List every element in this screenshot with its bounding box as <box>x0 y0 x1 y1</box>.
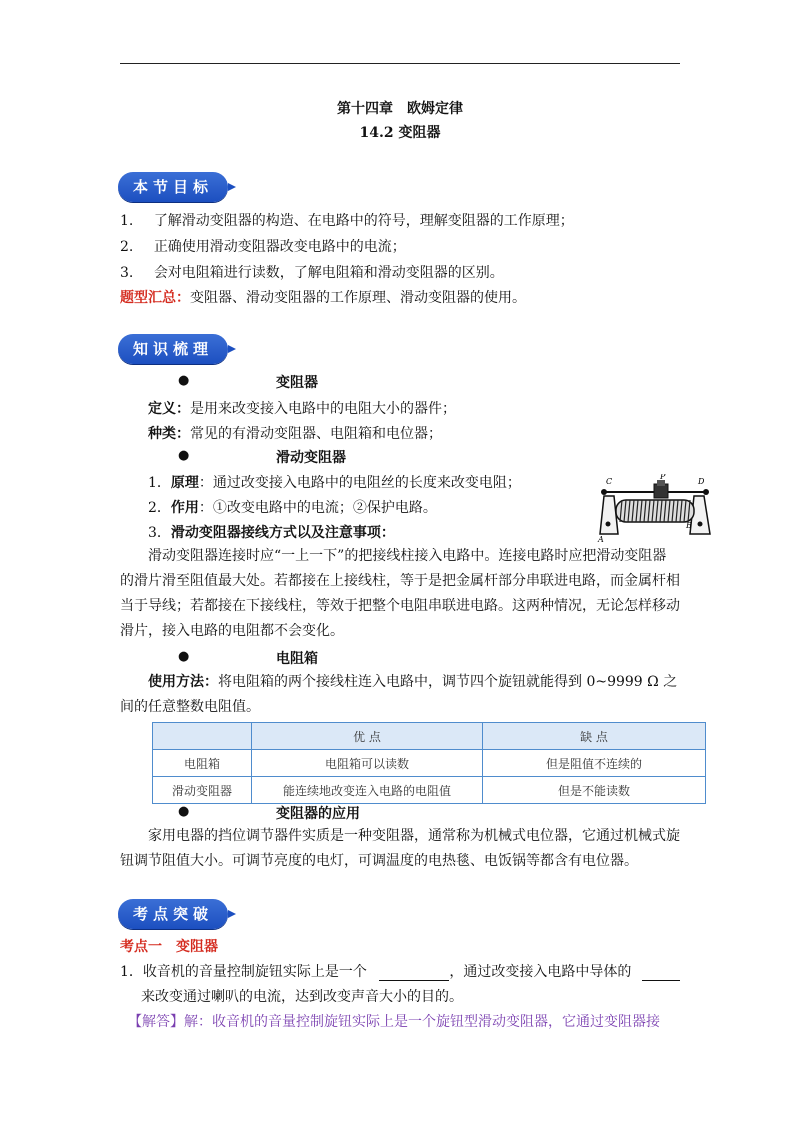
item-number: 1． <box>148 475 171 491</box>
item-number: 2． <box>148 500 171 516</box>
goal-item-3 <box>120 262 710 282</box>
table-row <box>153 777 706 804</box>
function-label: 作用 <box>170 500 199 516</box>
bullet-icon: ● <box>178 649 190 664</box>
bullet-icon: ● <box>178 373 190 388</box>
bullet-icon: ● <box>178 804 190 819</box>
slide-wiring-heading <box>148 522 588 542</box>
question-1 <box>120 961 710 981</box>
definition-text: 是用来改变接入电路中的电阻大小的器件； <box>190 401 456 417</box>
function-text: ：①改变电路中的电流；②保护电路。 <box>198 500 437 516</box>
section-badge-knowledge: 知识梳理 <box>118 334 228 364</box>
bullet-icon: ● <box>178 448 190 463</box>
table-row <box>153 750 706 777</box>
item-number: 3． <box>148 525 171 541</box>
kinds-label: 种类： <box>148 426 190 442</box>
table-cell: 但是不能读数 <box>483 777 706 804</box>
application-paragraph: 家用电器的挡位调节器件实质是一种变阻器，通常称为机械式电位器，它通过机械式旋钮调节阻值大小。可调节亮度的电灯，可调温度的电热毯、电饭锅等都含有电位器。 <box>120 828 680 869</box>
section-title: 14.2 变阻器 <box>359 125 441 141</box>
section-badge-exam: 考点突破 <box>118 899 228 929</box>
summary-label: 题型汇总： <box>120 290 190 306</box>
goal-item-1 <box>120 210 710 230</box>
goal-item-2 <box>120 236 710 256</box>
terminal-label-c: C <box>606 477 613 486</box>
heading-resistance-box: 电阻箱 <box>276 651 318 667</box>
table-cell: 但是阻值不连续的 <box>483 750 706 777</box>
question-number: 1． <box>120 964 143 980</box>
goal-number: 1. <box>120 213 134 229</box>
summary-line <box>120 287 710 307</box>
usage-text: 将电阻箱的两个接线柱连入电路中，调节四个旋钮就能得到 0~9999 Ω 之间的任意整数电阻值。 <box>120 674 678 715</box>
question-text-part1: 收音机的音量控制旋钮实际上是一个 <box>142 964 367 980</box>
question-text-part2: ，通过改变接入电路中导体的 <box>449 964 632 980</box>
terminal-label-d: D <box>698 477 705 486</box>
table-cell: 滑动变阻器 <box>153 777 252 804</box>
principle-label: 原理 <box>170 475 199 491</box>
goal-text: 正确使用滑动变阻器改变电路中的电流； <box>153 239 406 255</box>
goal-text: 会对电阻箱进行读数，了解电阻箱和滑动变阻器的区别。 <box>153 265 504 281</box>
terminal-label-a: A <box>598 535 604 544</box>
chapter-title: 第十四章 欧姆定律 <box>337 101 463 117</box>
varistor-kinds <box>148 423 738 443</box>
table-header-cell <box>153 723 252 750</box>
slide-rheostat-figure <box>594 474 716 544</box>
question-1-continued: 来改变通过喇叭的电流，达到改变声音大小的目的。 <box>141 989 463 1005</box>
answer-tag: 【解答】 <box>128 1014 184 1030</box>
exam-point-label: 考点一 变阻器 <box>120 939 218 955</box>
wiring-label: 滑动变阻器接线方式以及注意事项： <box>170 525 395 541</box>
answer-blank-1[interactable] <box>379 980 449 981</box>
slide-principle <box>148 472 588 492</box>
answer-text: 解：收音机的音量控制旋钮实际上是一个旋钮型滑动变阻器，它通过变阻器接 <box>184 1014 660 1030</box>
slide-function <box>148 497 588 517</box>
section-badge-goals: 本节目标 <box>118 172 228 202</box>
table-header-row <box>153 723 706 750</box>
terminal-label-p: P <box>660 474 666 481</box>
principle-text: ：通过改变接入电路中的电阻丝的长度来改变电阻； <box>198 475 521 491</box>
goal-number: 2. <box>120 239 134 255</box>
header-rule <box>120 63 680 64</box>
definition-label: 定义： <box>148 401 190 417</box>
table-cell: 能连续地改变连入电路的电阻值 <box>252 777 483 804</box>
kinds-text: 常见的有滑动变阻器、电阻箱和电位器； <box>190 426 442 442</box>
usage-label: 使用方法： <box>148 674 218 690</box>
comparison-table <box>152 722 706 804</box>
answer-blank-2[interactable] <box>642 980 680 981</box>
wiring-paragraph: 滑动变阻器连接时应“一上一下”的把接线柱接入电路中。连接电路时应把滑动变阻器的滑片滑至阻值最大处。若都接在上接线柱，等于是把金属杆部分串联进电路，而金属杆相当于导线；若都接在下接线柱，等效于把整个电阻串联进电路。这两种情况，无论怎样移动滑片，接入电路的电阻都不会变化。 <box>120 548 680 639</box>
heading-application: 变阻器的应用 <box>276 806 360 822</box>
summary-text: 变阻器、滑动变阻器的工作原理、滑动变阻器的使用。 <box>190 290 526 306</box>
goal-number: 3. <box>120 265 134 281</box>
answer-line <box>128 1011 718 1031</box>
terminal-label-b: B <box>686 521 692 530</box>
heading-slide-rheostat: 滑动变阻器 <box>276 450 346 466</box>
resistance-box-usage <box>120 670 680 720</box>
heading-varistor: 变阻器 <box>276 375 318 391</box>
varistor-definition <box>148 398 738 418</box>
table-header-cell: 优 点 <box>252 723 483 750</box>
table-cell: 电阻箱可以读数 <box>252 750 483 777</box>
table-cell: 电阻箱 <box>153 750 252 777</box>
goal-text: 了解滑动变阻器的构造、在电路中的符号，理解变阻器的工作原理； <box>153 213 574 229</box>
table-header-cell: 缺 点 <box>483 723 706 750</box>
